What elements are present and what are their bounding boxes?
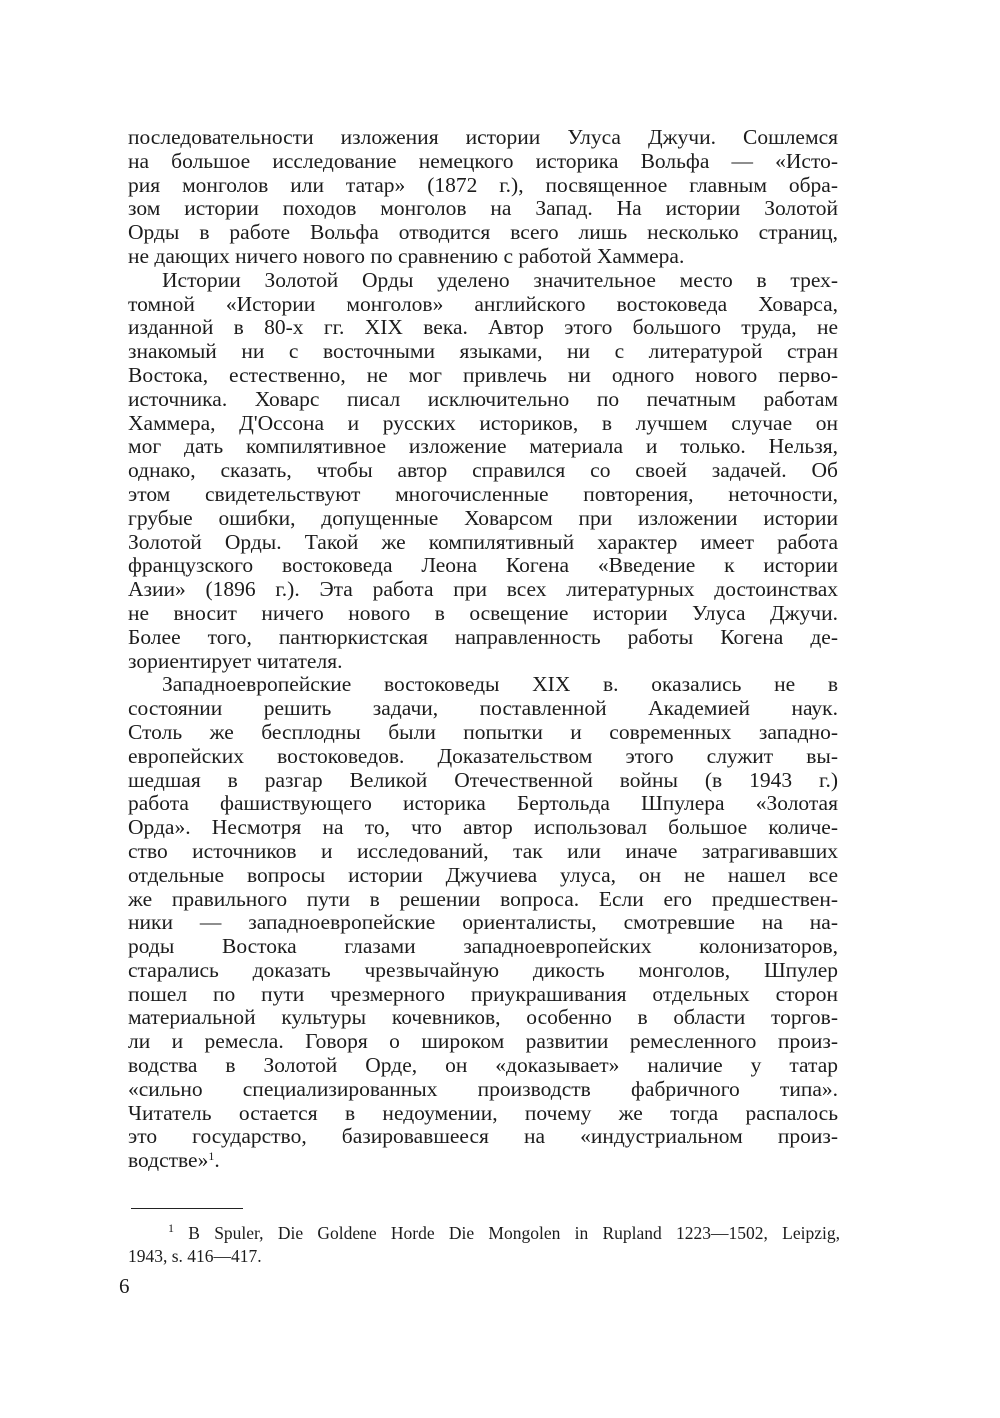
text-line: это государство, базировавшееся на «индустриальном произ- bbox=[128, 1125, 838, 1149]
text-line: на большое исследование немецкого историка Вольфа — «Исто- bbox=[128, 149, 838, 173]
text-line: Западноевропейские востоковеды XIX в. оказались не в bbox=[162, 673, 838, 697]
text-line: старались доказать чрезвычайную дикость монголов, Шпулер bbox=[128, 958, 838, 982]
text-line: этом свидетельствуют многочисленные повторения, неточности, bbox=[128, 482, 838, 506]
text-line: источника. Ховарс писал исключительно по печатным работам bbox=[128, 387, 838, 411]
text-line: роды Востока глазами западноевропейских колонизаторов, bbox=[128, 935, 838, 959]
text-line: работа фашиствующего историка Бертольда Шпулера «Золотая bbox=[128, 792, 838, 816]
footnote-line: 1943, s. 416—417. bbox=[128, 1246, 262, 1266]
text-line: не дающих ничего нового по сравнению с работой Хаммера. bbox=[128, 244, 685, 268]
text-line: Орды в работе Вольфа отводится всего лишь несколько страниц, bbox=[128, 221, 838, 245]
text-line: томной «Истории монголов» английского востоковеда Ховарса, bbox=[128, 292, 838, 316]
text-line: ники — западноевропейские ориенталисты, смотревшие на на- bbox=[128, 911, 838, 935]
text-line: мог дать компилятивное изложение материала и только. Нельзя, bbox=[128, 435, 838, 459]
text-line: последовательности изложения истории Улуса Джучи. Сошлемся bbox=[128, 126, 838, 149]
text-line: изданной в 80-х гг. XIX века. Автор этого большого труда, не bbox=[128, 316, 838, 340]
text-line: однако, сказать, чтобы автор справился со своей задачей. Об bbox=[128, 459, 838, 483]
text-line: европейских востоковедов. Доказательством этого служит вы- bbox=[128, 744, 838, 768]
paragraph-1 bbox=[128, 126, 838, 269]
text-line: ство источников и исследований, так или иначе затрагивавших bbox=[128, 839, 838, 863]
text-line: знакомый ни с восточными языками, ни с литературой стран bbox=[128, 340, 838, 364]
text-line: материальной культуры кочевников, особенно в области торгов- bbox=[128, 1006, 838, 1030]
text-line: Золотой Орды. Такой же компилятивный характер имеет работа bbox=[128, 530, 838, 554]
paragraph-3 bbox=[128, 673, 838, 1173]
text-line: пошел по пути чрезмерного приукрашивания отдельных сторон bbox=[128, 982, 838, 1006]
page-number: 6 bbox=[119, 1274, 130, 1298]
text-line: Хаммера, Д'Оссона и русских историков, в лучшем случае он bbox=[128, 411, 838, 435]
text-line: рия монголов или татар» (1872 г.), посвященное главным обра- bbox=[128, 173, 838, 197]
footnote-marker: 1 bbox=[168, 1222, 174, 1235]
text-line: состоянии решить задачи, поставленной Академией наук. bbox=[128, 697, 838, 721]
main-text bbox=[128, 126, 838, 1173]
paragraph-2 bbox=[128, 269, 838, 674]
text-line: Орда». Несмотря на то, что автор использовал большое количе- bbox=[128, 816, 838, 840]
footnote-line bbox=[128, 1222, 840, 1245]
text-line: ли и ремесла. Говоря о широком развитии ремесленного произ- bbox=[128, 1030, 838, 1054]
text-line: не вносит ничего нового в освещение истории Улуса Джучи. bbox=[128, 601, 838, 625]
text-line: Читатель остается в недоумении, почему же тогда распалось bbox=[128, 1101, 838, 1125]
text-line: зом истории походов монголов на Запад. На истории Золотой bbox=[128, 197, 838, 221]
text-line: Более того, пантюркистская направленность работы Когена де- bbox=[128, 625, 838, 649]
text-line: французского востоковеда Леона Когена «Введение к истории bbox=[128, 554, 838, 578]
text-line: «сильно специализированных производств фабричного типа». bbox=[128, 1077, 838, 1101]
text-line: же правильного пути в решении вопроса. Если его предшествен- bbox=[128, 887, 838, 911]
text-line: Востока, естественно, не мог привлечь ни одного нового перво- bbox=[128, 363, 838, 387]
text-line: отдельные вопросы истории Джучиева улуса, он не нашел все bbox=[128, 863, 838, 887]
footnote-divider bbox=[131, 1208, 243, 1209]
footnote-text: B Spuler, Die Goldene Horde Die Mongolen in Rupland 1223—1502, Leipzig, bbox=[188, 1223, 840, 1243]
text-line: зориентирует читателя. bbox=[128, 649, 343, 673]
text-line-with-footnote: водстве»$^1$. bbox=[128, 1149, 220, 1173]
text-line: Столь же бесплодны были попытки и современных западно- bbox=[128, 720, 838, 744]
text-line: водстве» bbox=[128, 1149, 209, 1173]
text-line: Истории Золотой Орды уделено значительное место в трех- bbox=[162, 268, 838, 292]
text-line: водства в Золотой Орде, он «доказывает» наличие у татар bbox=[128, 1054, 838, 1078]
text-line: шедшая в разгар Великой Отечественной войны (в 1943 г.) bbox=[128, 768, 838, 792]
text-line: Азии» (1896 г.). Эта работа при всех литературных достоинствах bbox=[128, 578, 838, 602]
text-line: грубые ошибки, допущенные Ховарсом при изложении истории bbox=[128, 506, 838, 530]
footnote bbox=[128, 1222, 840, 1268]
footnote-reference[interactable]: 1 bbox=[208, 1149, 215, 1164]
